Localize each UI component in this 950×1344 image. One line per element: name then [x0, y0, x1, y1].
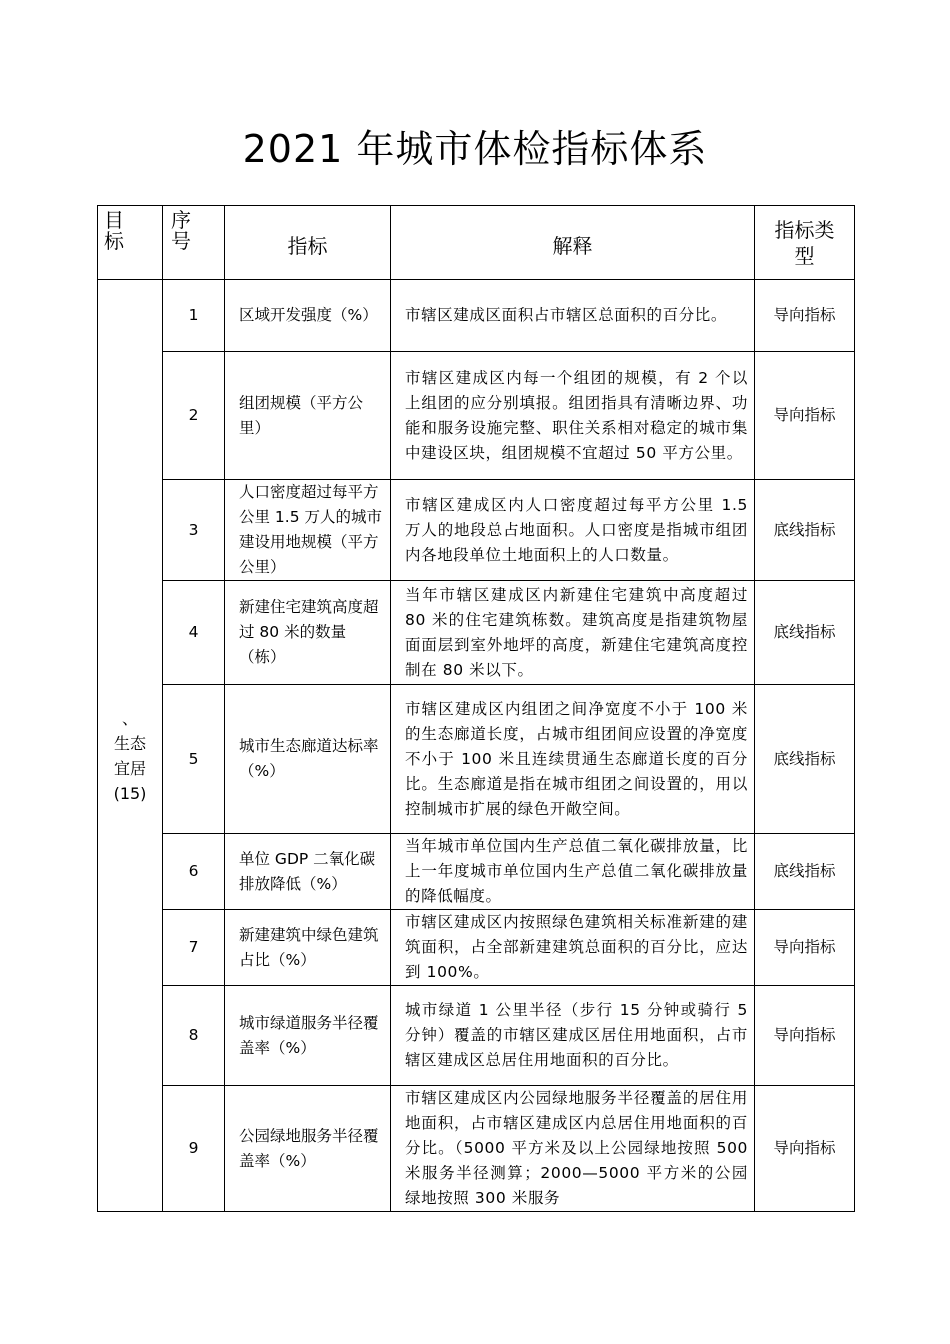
- row-indicator: 组团规模（平方公里）: [225, 352, 391, 480]
- row-type: 导向指标: [755, 986, 855, 1086]
- row-seq: 7: [163, 910, 225, 986]
- table-row: [98, 834, 855, 910]
- table-row: [98, 352, 855, 480]
- row-explanation: 市辖区建成区内组团之间净宽度不小于 100 米的生态廊道长度，占城市组团间应设置的净宽度不小于 100 米且连续贯通生态廊道长度的百分比。生态廊道是指在城市组团之间设置的，用以控制城市扩展的绿色开敞空间。: [391, 685, 755, 834]
- row-explanation: 市辖区建成区面积占市辖区总面积的百分比。: [391, 280, 755, 352]
- row-seq: 4: [163, 581, 225, 685]
- row-seq: 2: [163, 352, 225, 480]
- row-type: 底线指标: [755, 480, 855, 581]
- row-seq: 9: [163, 1086, 225, 1212]
- row-explanation: 市辖区建成区内每一个组团的规模，有 2 个以上组团的应分别填报。组团指具有清晰边界、功能和服务设施完整、职住关系相对稳定的城市集中建设区块，组团规模不宜超过 50 平方公里。: [391, 352, 755, 480]
- indicator-table: [97, 205, 855, 1212]
- row-indicator: 城市生态廊道达标率（%）: [225, 685, 391, 834]
- row-explanation: 城市绿道 1 公里半径（步行 15 分钟或骑行 5 分钟）覆盖的市辖区建成区居住用地面积，占市辖区建成区总居住用地面积的百分比。: [391, 986, 755, 1086]
- row-seq: 6: [163, 834, 225, 910]
- row-seq: 5: [163, 685, 225, 834]
- row-explanation: 当年市辖区建成区内新建住宅建筑中高度超过 80 米的住宅建筑栋数。建筑高度是指建筑物屋面面层到室外地坪的高度，新建住宅建筑高度控制在 80 米以下。: [391, 581, 755, 685]
- table-header-row: [98, 206, 855, 280]
- row-indicator: 新建住宅建筑高度超过 80 米的数量（栋）: [225, 581, 391, 685]
- row-type: 导向指标: [755, 910, 855, 986]
- table-row: [98, 480, 855, 581]
- table-row: [98, 280, 855, 352]
- row-explanation: 市辖区建成区内人口密度超过每平方公里 1.5 万人的地段总占地面积。人口密度是指城市组团内各地段单位土地面积上的人口数量。: [391, 480, 755, 581]
- header-explanation: 解释: [391, 206, 755, 280]
- header-type: 指标类型: [755, 206, 855, 280]
- row-indicator: 区域开发强度（%）: [225, 280, 391, 352]
- table-row: [98, 910, 855, 986]
- table-row: [98, 685, 855, 834]
- page-title: 2021 年城市体检指标体系: [242, 127, 708, 171]
- row-indicator: 单位 GDP 二氧化碳排放降低（%）: [225, 834, 391, 910]
- header-seq: 序号: [163, 206, 225, 280]
- row-indicator: 公园绿地服务半径覆盖率（%）: [225, 1086, 391, 1212]
- table-row: [98, 986, 855, 1086]
- row-indicator: 新建建筑中绿色建筑占比（%）: [225, 910, 391, 986]
- row-explanation: 当年城市单位国内生产总值二氧化碳排放量，比上一年度城市单位国内生产总值二氧化碳排放量的降低幅度。: [391, 834, 755, 910]
- row-type: 底线指标: [755, 834, 855, 910]
- row-explanation: 市辖区建成区内公园绿地服务半径覆盖的居住用地面积，占市辖区建成区内总居住用地面积的百分比。（5000 平方米及以上公园绿地按照 500 米服务半径测算；2000—5000 平方米的公园绿地按照 300 米服务: [391, 1086, 755, 1212]
- goal-name-line2: 宜居: [113, 758, 146, 778]
- row-indicator: 人口密度超过每平方公里 1.5 万人的城市建设用地规模（平方公里）: [225, 480, 391, 581]
- table-row: [98, 581, 855, 685]
- header-goal: 目标: [98, 206, 163, 280]
- table-row: [98, 1086, 855, 1212]
- row-type: 底线指标: [755, 685, 855, 834]
- row-explanation: 市辖区建成区内按照绿色建筑相关标准新建的建筑面积，占全部新建建筑总面积的百分比，应达到 100%。: [391, 910, 755, 986]
- goal-name-line1: 生态: [113, 733, 146, 753]
- goal-cell: [98, 280, 163, 1212]
- row-type: 底线指标: [755, 581, 855, 685]
- row-type: 导向指标: [755, 352, 855, 480]
- row-seq: 8: [163, 986, 225, 1086]
- goal-mark: 、: [121, 708, 138, 728]
- row-seq: 3: [163, 480, 225, 581]
- header-indicator: 指标: [225, 206, 391, 280]
- row-seq: 1: [163, 280, 225, 352]
- row-type: 导向指标: [755, 1086, 855, 1212]
- row-type: 导向指标: [755, 280, 855, 352]
- row-indicator: 城市绿道服务半径覆盖率（%）: [225, 986, 391, 1086]
- goal-count: (15): [113, 783, 147, 803]
